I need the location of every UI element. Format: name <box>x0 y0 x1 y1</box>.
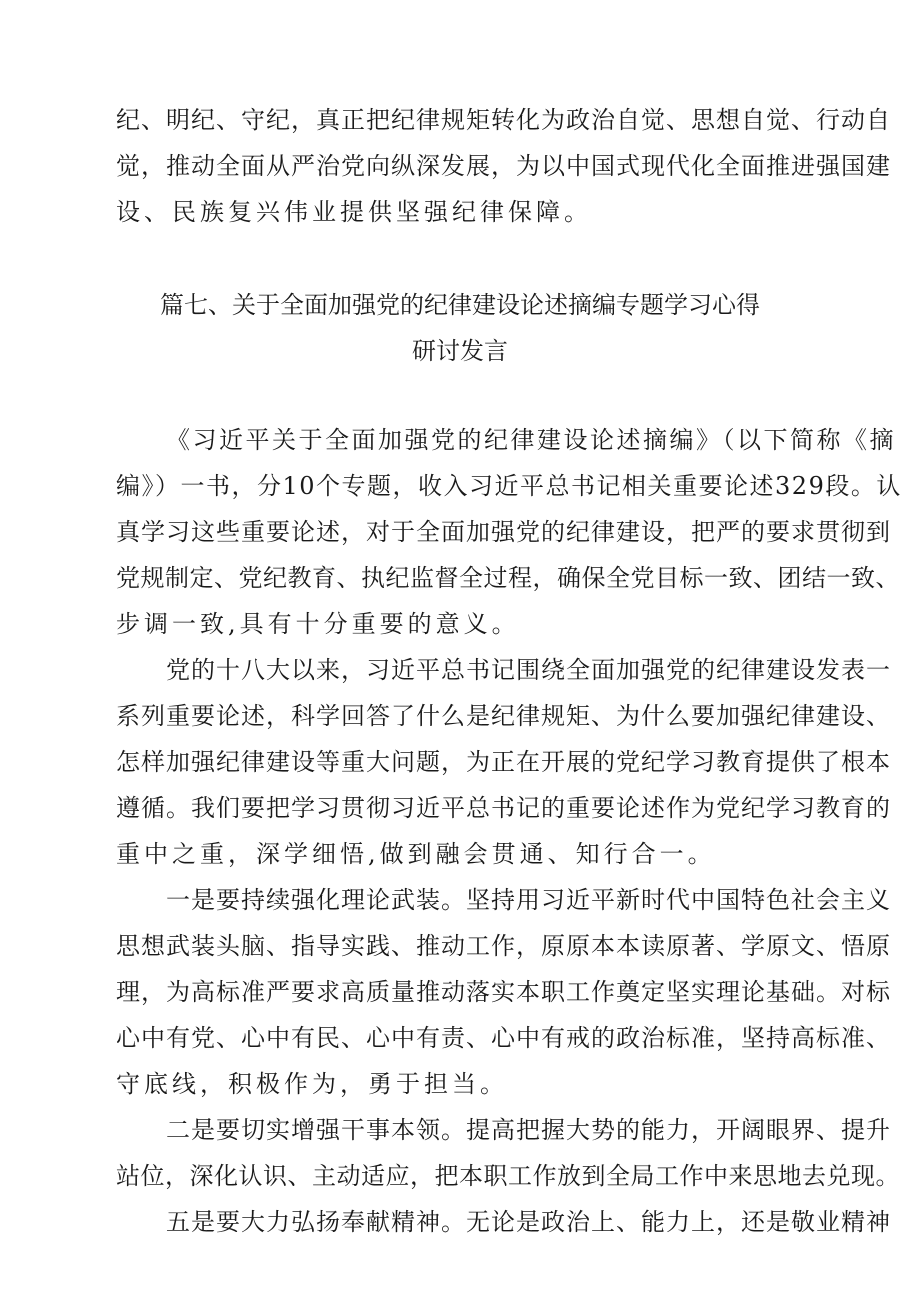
intro-line-2: 觉，推动全面从严治党向纵深发展，为以中国式现代化全面推进强国建 <box>116 152 891 180</box>
body-line-3: 真学习这些重要论述，对于全面加强党的纪律建设，把严的要求贯彻到 <box>116 518 891 546</box>
body-line-11: 一是要持续强化理论武装。坚持用习近平新时代中国特色社会主义 <box>166 886 891 914</box>
body-line-10: 重中之重，深学细悟,做到融会贯通、知行合一。 <box>116 840 716 868</box>
section-heading-line-2: 研讨发言 <box>412 337 508 365</box>
body-line-12: 思想武装头脑、指导实践、推动工作，原原本本读原著、学原文、悟原 <box>116 932 891 960</box>
body-line-7: 系列重要论述，科学回答了什么是纪律规矩、为什么要加强纪律建设、 <box>116 702 891 730</box>
body-line-16: 二是要切实增强干事本领。提高把握大势的能力，开阔眼界、提升 <box>166 1116 891 1144</box>
section-heading-line-1: 篇七、关于全面加强党的纪律建设论述摘编专题学习心得 <box>160 291 760 319</box>
body-line-14: 心中有党、心中有民、心中有责、心中有戒的政治标准，坚持高标准、 <box>116 1024 891 1052</box>
body-line-18: 五是要大力弘扬奉献精神。无论是政治上、能力上，还是敬业精神 <box>166 1208 891 1236</box>
body-line-17: 站位，深化认识、主动适应，把本职工作放到全局工作中来思地去兑现。 <box>116 1162 900 1190</box>
body-line-5: 步调一致,具有十分重要的意义。 <box>116 610 520 638</box>
body-line-15: 守底线，积极作为，勇于担当。 <box>116 1070 508 1098</box>
body-line-13: 理，为高标准严要求高质量推动落实本职工作奠定坚实理论基础。对标 <box>116 978 891 1006</box>
body-line-8: 怎样加强纪律建设等重大问题，为正在开展的党纪学习教育提供了根本 <box>116 748 891 776</box>
intro-line-1: 纪、明纪、守纪，真正把纪律规矩转化为政治自觉、思想自觉、行动自 <box>116 106 891 134</box>
intro-line-3: 设、民族复兴伟业提供坚强纪律保障。 <box>116 198 592 226</box>
body-line-6: 党的十八大以来，习近平总书记围绕全面加强党的纪律建设发表一 <box>166 656 891 684</box>
body-line-2: 编》）一书，分10个专题，收入习近平总书记相关重要论述329段。认 <box>116 472 902 500</box>
body-line-4: 党规制定、党纪教育、执纪监督全过程，确保全党目标一致、团结一致、 <box>116 564 900 592</box>
body-line-9: 遵循。我们要把学习贯彻习近平总书记的重要论述作为党纪学习教育的 <box>116 794 891 822</box>
body-line-1: 《习近平关于全面加强党的纪律建设论述摘编》（以下简称《摘 <box>166 426 896 454</box>
